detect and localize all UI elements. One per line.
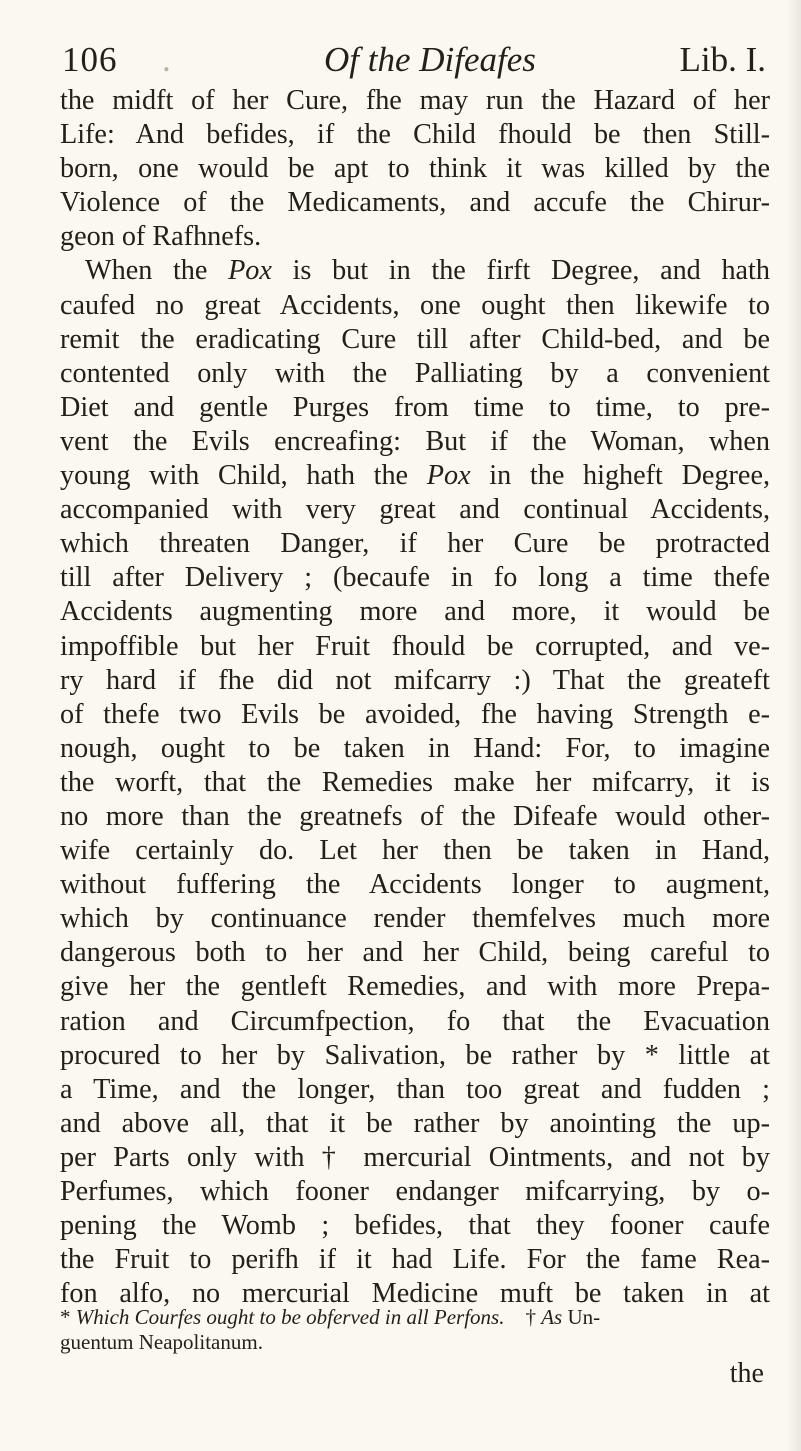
catchword: the bbox=[729, 1358, 764, 1389]
text-line: When the Pox is but in the firft Degree, and hath bbox=[85, 255, 770, 287]
footnote-intro: As bbox=[541, 1305, 563, 1329]
text-line: the midft of her Cure, fhe may run the Hazard of her bbox=[60, 85, 770, 116]
text-line: procured to her by Salivation, be rather by * little at bbox=[60, 1039, 770, 1071]
footnote-line: guentum Neapolitanum. bbox=[60, 1330, 263, 1354]
footnote-text: Un- bbox=[567, 1305, 601, 1329]
text-line: the Fruit to perifh if it had Life. For the fame Rea- bbox=[60, 1244, 770, 1276]
footnotes bbox=[60, 1305, 770, 1355]
text-line: without fuffering the Accidents longer to augment, bbox=[60, 869, 770, 901]
text-line: Diet and gentle Purges from time to time, to pre- bbox=[60, 391, 770, 423]
text-line: Perfumes, which fooner endanger mifcarrying, by o- bbox=[60, 1176, 770, 1207]
running-head-title: Of the Difeafes bbox=[324, 40, 536, 79]
text-line: Life: And befides, if the Child fhould be then Still- bbox=[60, 119, 770, 151]
text-line: accompanied with very great and continual Accidents, bbox=[60, 494, 770, 526]
text-line: and above all, that it be rather by anointing the up- bbox=[60, 1107, 770, 1139]
text-line: contented only with the Palliating by a convenient bbox=[60, 357, 770, 389]
text-line: vent the Evils encreafing: But if the Woman, when bbox=[60, 425, 770, 457]
text-line: impoffible but her Fruit fhould be corrupted, and ve- bbox=[60, 630, 770, 662]
text-line: the worft, that the Remedies make her mifcarry, it is bbox=[60, 766, 770, 798]
page-edge-shadow bbox=[787, 0, 801, 1451]
footnote-line bbox=[60, 1305, 770, 1330]
text-line: ry hard if fhe did not mifcarry :) That the greateft bbox=[60, 664, 770, 696]
text-line: Accidents augmenting more and more, it would be bbox=[60, 596, 770, 628]
text-line: per Parts only with † mercurial Ointments, and not by bbox=[60, 1141, 770, 1173]
text-line: a Time, and the longer, than too great and fudden ; bbox=[60, 1073, 770, 1105]
footnote-text: Which Courfes ought to be obferved in all Perfons. bbox=[75, 1305, 505, 1329]
text-line: geon of Rafhnefs. bbox=[60, 221, 262, 253]
text-line: no more than the greatnefs of the Difeafe would other- bbox=[60, 800, 770, 832]
text-line: which threaten Danger, if her Cure be protracted bbox=[60, 528, 770, 560]
text-line: born, one would be apt to think it was killed by the bbox=[60, 153, 770, 185]
emphasis-word: Pox bbox=[228, 255, 272, 287]
running-head-separator: . bbox=[162, 40, 171, 79]
text-line: Violence of the Medicaments, and accufe the Chirur- bbox=[60, 187, 770, 219]
text-line: wife certainly do. Let her then be taken in Hand, bbox=[60, 835, 770, 867]
text-line: which by continuance render themfelves much more bbox=[60, 903, 770, 935]
text-line: pening the Womb ; befides, that they fooner caufe bbox=[60, 1210, 770, 1242]
running-head bbox=[62, 38, 766, 82]
text-line: till after Delivery ; (becaufe in fo long a time thefe bbox=[60, 562, 770, 594]
page-number: 106 bbox=[62, 40, 118, 79]
text-line: ration and Circumfpection, fo that the Evacuation bbox=[60, 1005, 770, 1037]
text-line: dangerous both to her and her Child, being careful to bbox=[60, 937, 770, 969]
emphasis-word: Pox bbox=[426, 460, 471, 492]
text-line: caufed no great Accidents, one ought then likewife to bbox=[60, 289, 770, 321]
text-line: young with Child, hath the Pox in the higheft Degree, bbox=[60, 460, 770, 492]
main-text bbox=[60, 84, 770, 1311]
footnote-mark: * bbox=[60, 1305, 71, 1329]
text-line: remit the eradicating Cure till after Child-bed, and be bbox=[60, 323, 770, 355]
text-line: nough, ought to be taken in Hand: For, to imagine bbox=[60, 732, 770, 764]
text-line: of thefe two Evils be avoided, fhe having Strength e- bbox=[60, 698, 770, 730]
book-number: Lib. I. bbox=[679, 40, 766, 79]
footnote-mark: † bbox=[525, 1305, 536, 1329]
text-line: give her the gentleft Remedies, and with more Prepa- bbox=[60, 971, 770, 1003]
text-line: fon alfo, no mercurial Medicine muft be taken in at bbox=[60, 1278, 770, 1310]
